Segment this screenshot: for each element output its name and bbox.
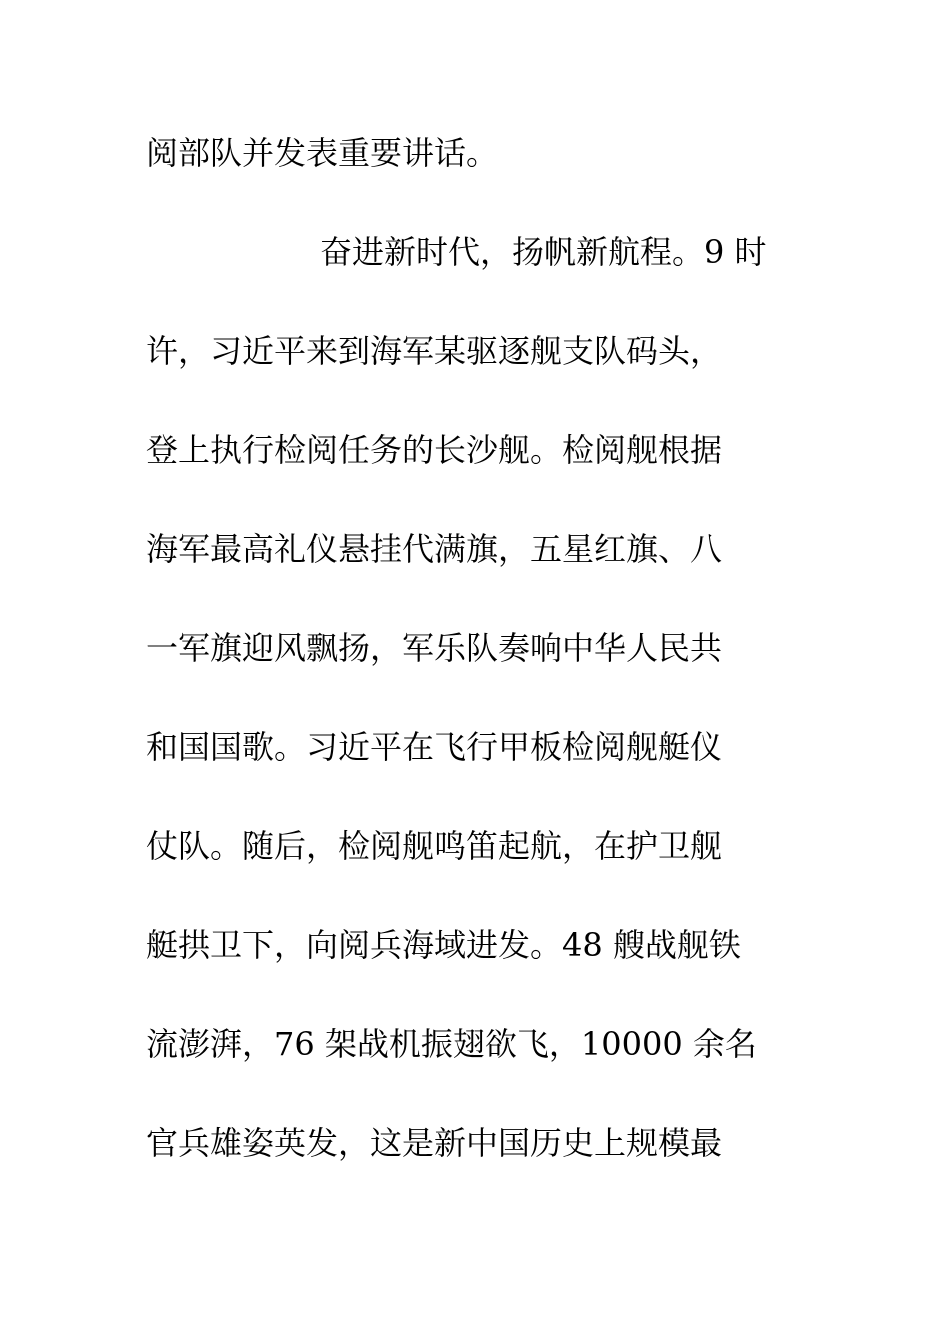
paragraph-start-line: 奋进新时代，扬帆新航程。9 时	[320, 233, 767, 271]
text-line: 流澎湃，76 架战机振翅欲飞，10000 余名	[146, 1025, 757, 1063]
text-line: 官兵雄姿英发，这是新中国历史上规模最	[146, 1124, 723, 1162]
text-line: 登上执行检阅任务的长沙舰。检阅舰根据	[146, 431, 723, 469]
text-line: 许，习近平来到海军某驱逐舰支队码头，	[146, 332, 723, 370]
text-line: 和国国歌。习近平在飞行甲板检阅舰艇仪	[146, 728, 723, 766]
text-line: 阅部队并发表重要讲话。	[146, 134, 499, 172]
text-line: 仗队。随后，检阅舰鸣笛起航，在护卫舰	[146, 827, 723, 865]
body-text	[146, 128, 826, 1217]
text-line: 一军旗迎风飘扬，军乐队奏响中华人民共	[146, 629, 723, 667]
text-line: 海军最高礼仪悬挂代满旗，五星红旗、八	[146, 530, 723, 568]
text-line: 艇拱卫下，向阅兵海域进发。48 艘战舰铁	[146, 926, 741, 964]
